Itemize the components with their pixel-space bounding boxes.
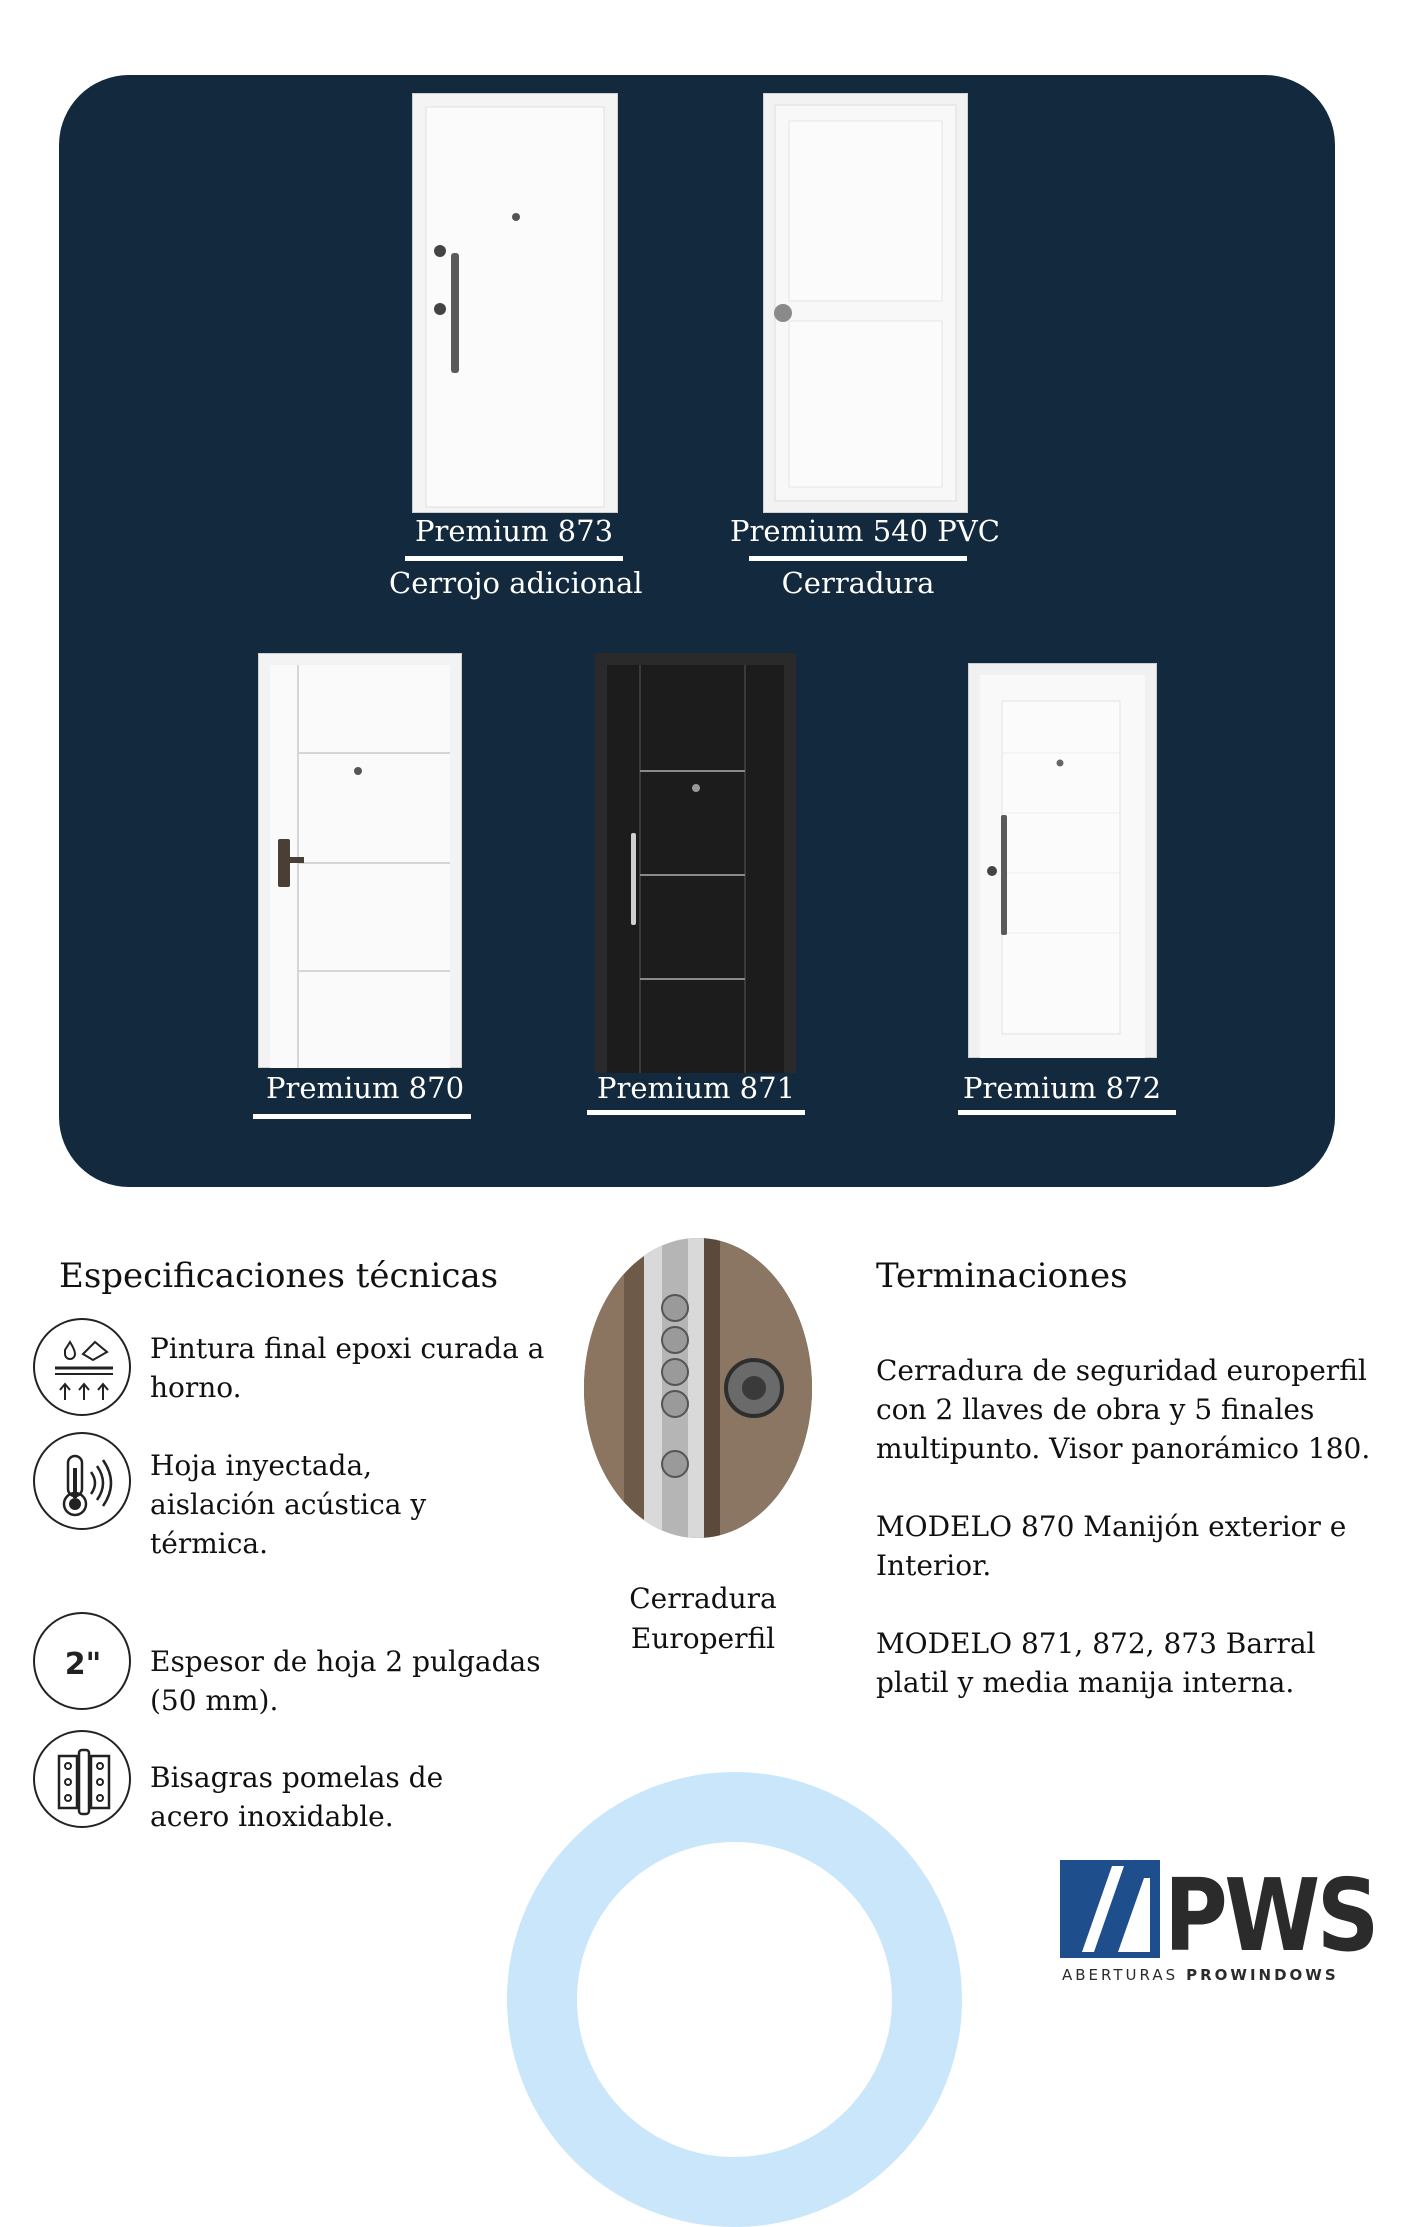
logo-mark: PWS (1164, 1860, 1376, 1974)
specs-title: Especificaciones técnicas (59, 1256, 499, 1296)
lock-caption-line2: Europerfil (630, 1622, 776, 1655)
door-underline-premium-871 (587, 1110, 805, 1115)
spec-text-hinges: Bisagras pomelas de acero inoxidable. (150, 1761, 444, 1833)
lock-caption (600, 1579, 806, 1659)
door-subtitle-premium-873: Cerrojo adicional (389, 566, 643, 600)
door-image-premium-872 (968, 663, 1157, 1058)
spec-text-insulation: Hoja inyectada, aislación acústica y térmica. (150, 1449, 427, 1560)
lock-image (584, 1238, 812, 1538)
door-title-premium-873: Premium 873 (414, 514, 614, 548)
paint-oven-icon (33, 1318, 131, 1416)
door-image-premium-540-pvc (763, 93, 968, 513)
door-underline-premium-540-pvc (749, 556, 967, 561)
pws-logo (1060, 1860, 1380, 1989)
terminaciones-body (876, 1351, 1396, 1702)
logo-tagline-b: PROWINDOWS (1186, 1966, 1339, 1984)
door-image-premium-870 (258, 653, 462, 1068)
logo-tagline-a: ABERTURAS (1062, 1966, 1179, 1984)
spec-text-paint: Pintura final epoxi curada a horno. (150, 1332, 545, 1404)
door-title-premium-872: Premium 872 (962, 1071, 1162, 1105)
thickness-2-inch-icon (33, 1612, 131, 1710)
svg-text:ABERTURASPROWINDOWS (1062, 1966, 1339, 1984)
lock-caption-line1: Cerradura (629, 1582, 777, 1615)
terminaciones-title: Terminaciones (876, 1256, 1128, 1296)
door-image-premium-871 (595, 653, 796, 1073)
door-subtitle-premium-540-pvc: Cerradura (781, 566, 935, 600)
thermometer-sound-icon (33, 1432, 131, 1530)
thickness-icon-label: 2" (64, 1647, 102, 1682)
terminaciones-paragraph-3: MODELO 871, 872, 873 Barral platil y media manija interna. (876, 1627, 1316, 1699)
door-underline-premium-870 (253, 1114, 471, 1119)
door-title-premium-870: Premium 870 (265, 1071, 465, 1105)
door-title-premium-871: Premium 871 (596, 1071, 796, 1105)
spec-text-thickness: Espesor de hoja 2 pulgadas (50 mm). (150, 1645, 541, 1717)
door-title-premium-540-pvc: Premium 540 PVC (730, 514, 1000, 548)
door-underline-premium-872 (958, 1110, 1176, 1115)
terminaciones-paragraph-2: MODELO 870 Manijón exterior e Interior. (876, 1510, 1347, 1582)
door-image-premium-873 (412, 93, 618, 513)
door-underline-premium-873 (405, 556, 623, 561)
terminaciones-paragraph-1: Cerradura de seguridad europerfil con 2 llaves de obra y 5 finales multipunto. Visor panorámico 180. (876, 1354, 1371, 1465)
hinge-icon (33, 1730, 131, 1828)
